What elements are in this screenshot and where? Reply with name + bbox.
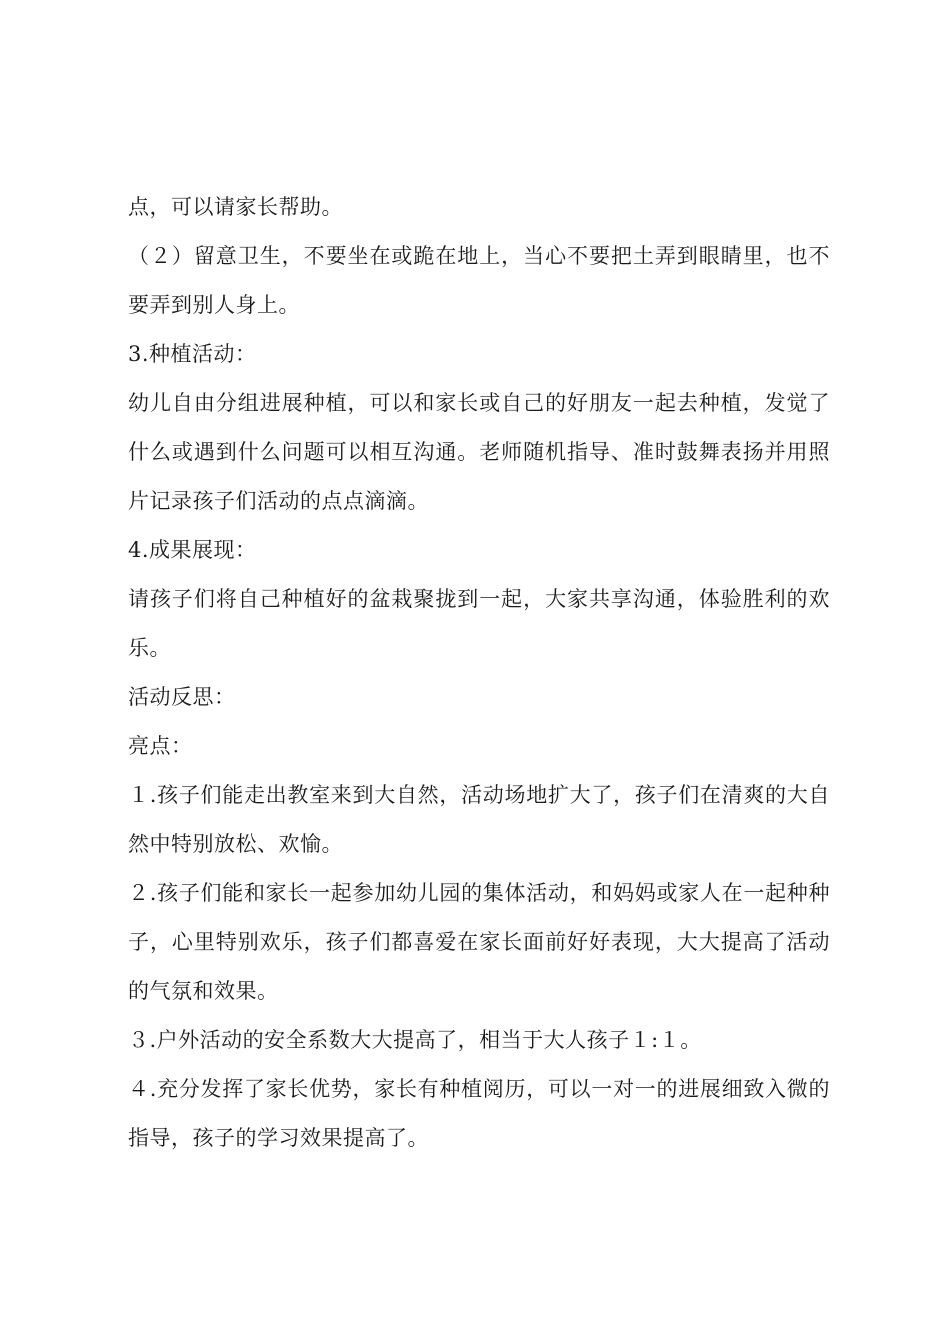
- paragraph-hygiene-note: （２）留意卫生，不要坐在或跪在地上，当心不要把土弄到眼睛里，也不要弄到别人身上。: [128, 244, 830, 317]
- paragraph-continuation: 点，可以请家长帮助。: [128, 195, 343, 219]
- highlight-item-4: ４.充分发挥了家长优势，家长有种植阅历，可以一对一的进展细致入微的指导，孩子的学习效果提高了。: [128, 1077, 830, 1150]
- section-heading-highlights: 亮点：: [128, 734, 193, 758]
- paragraph-results: 请孩子们将自己种植好的盆栽聚拢到一起，大家共享沟通，体验胜利的欢乐。: [128, 587, 830, 660]
- paragraph-planting-activity: 幼儿自由分组进展种植，可以和家长或自己的好朋友一起去种植，发觉了什么或遇到什么问题可以相互沟通。老师随机指导、准时鼓舞表扬并用照片记录孩子们活动的点点滴滴。: [128, 391, 830, 513]
- highlight-item-1: １.孩子们能走出教室来到大自然，活动场地扩大了，孩子们在清爽的大自然中特别放松、欢愉。: [128, 783, 830, 856]
- section-heading-results: 4.成果展现：: [128, 538, 257, 562]
- section-heading-planting: 3.种植活动：: [128, 342, 257, 366]
- highlight-item-2: ２.孩子们能和家长一起参加幼儿园的集体活动，和妈妈或家人在一起种种子，心里特别欢乐，孩子们都喜爱在家长面前好好表现，大大提高了活动的气氛和效果。: [128, 881, 830, 1003]
- highlight-item-3: ３.户外活动的安全系数大大提高了，相当于大人孩子１:１。: [128, 1028, 702, 1052]
- document-body: [128, 183, 830, 1163]
- section-heading-reflection: 活动反思：: [128, 685, 236, 709]
